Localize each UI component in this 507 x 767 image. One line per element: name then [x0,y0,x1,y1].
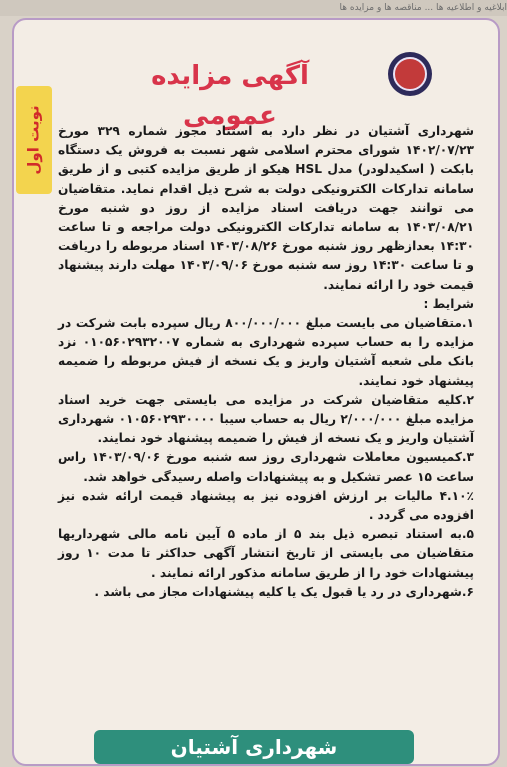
condition-item: ۵.به استناد تبصره ذیل بند ۵ از ماده ۵ آیین نامه مالی شهرداریها متقاضیان می بایستی از تاریخ انتشار آگهی حداکثر تا مدت ۱۰ روز پیشنهادات خود را از طریق سامانه مذکور ارائه نمایند . [58,527,474,580]
emblem-center [393,57,427,91]
footer-municipality-name: شهرداری آشتیان [94,730,414,764]
condition-item: ۴.۱۰٪ مالیات بر ارزش افزوده نیز به پیشنهاد قیمت ارائه شده نیز افزوده می گردد . [58,488,474,523]
condition-item: ۱.متقاضیان می بایست مبلغ ۸۰۰/۰۰۰/۰۰۰ ریال سپرده بابت شرکت در مزایده را به حساب سپرده شهرداری به شماره ۰۱۰۵۶۰۲۹۳۲۰۰۷ نزد بانک ملی شعبه آشتیان واریز و یک نسخه از فیش مربوطه را ضمیمه پیشنهاد خود نمایند. [58,316,474,388]
municipality-emblem-icon [388,52,432,96]
publication-round-tag [16,86,52,194]
condition-item: ۶.شهرداری در رد یا قبول یک یا کلیه پیشنهادات مجاز می باشد . [94,584,474,599]
condition-item: ۲.کلیه متقاضیان شرکت در مزایده می بایستی جهت خرید اسناد مزایده مبلغ ۲/۰۰۰/۰۰۰ ریال به حساب سیبا ۰۱۰۵۶۰۲۹۳۰۰۰۰ شهرداری آشتیان واریز و یک نسخه از فیش را ضمیمه پیشنهاد خود نمایند. [58,392,474,446]
intro-paragraph: شهرداری آشتیان در نظر دارد به استناد مجوز شماره ۳۲۹ مورخ ۱۴۰۲/۰۷/۲۳ شورای محترم اسلامی شهر نسبت به فروش یک دستگاه بابکت ( اسکیدلودر) مدل HSL هیکو از طریق مزایده کتبی و از طریق سامانه تدارکات الکترونیکی دولت به شرح ذیل اقدام نماید. متقاضیان می توانند جهت دریافت اسناد مزایده از روز دو شنبه مورخ ۱۴۰۳/۰۸/۲۱ به سامانه تدارکات الکترونیکی دولت مراجعه و تا ساعت ۱۴:۳۰ بعدازظهر روز شنبه مورخ ۱۴۰۳/۰۸/۲۶ اسناد مربوطه را دریافت و تا ساعت ۱۴:۳۰ روز سه شنبه مورخ ۱۴۰۳/۰۹/۰۶ مهلت دارند پیشنهاد قیمت خود را ارائه نمایند. [58,124,474,292]
notice-title: آگهی مزایده عمومی [151,61,309,131]
newspaper-header-strip: ابلاغیه و اطلاعیه ها ... مناقصه ها و مزایده ها [0,0,507,16]
conditions-heading: شرایط : [423,296,474,311]
condition-item: ۳.کمیسیون معاملات شهرداری روز سه شنبه مورخ ۱۴۰۳/۰۹/۰۶ راس ساعت ۱۵ عصر تشکیل و به پیشنهادات واصله رسیدگی خواهد شد. [58,450,474,484]
notice-body [58,122,474,602]
publication-round-label: نوبت اول [25,105,44,175]
